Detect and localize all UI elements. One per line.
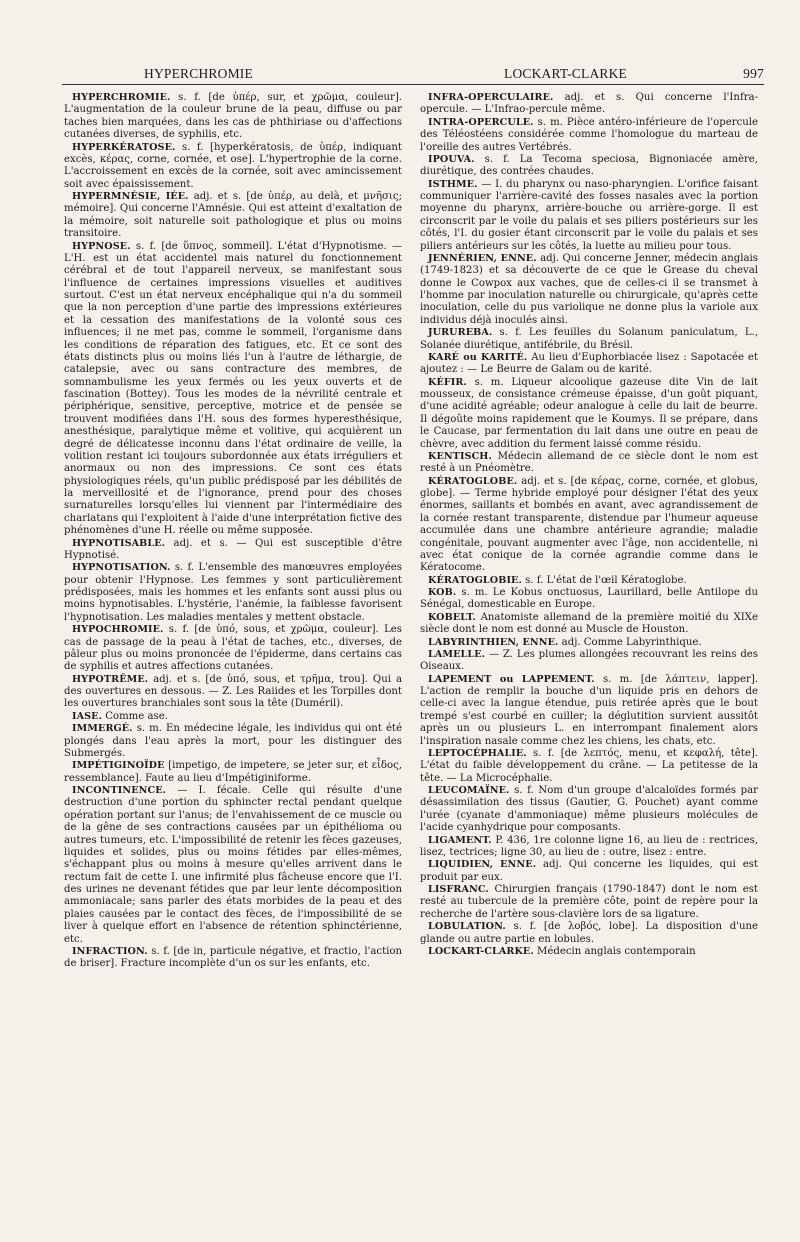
entry-definition: s. f. [de λοβός, lobe]. La disposition d'une glande ou autre partie en lobules. xyxy=(420,921,758,945)
entry-headword: INCONTINENCE. xyxy=(72,785,167,796)
dictionary-entry xyxy=(420,884,758,921)
dictionary-entry xyxy=(420,327,758,352)
entry-definition: s. f. L'ensemble des manœuvres employées pour obtenir l'Hypnose. Les femmes y sont particulièrement prédisposées, mais les hommes et les enfants sont aussi plus ou moins hypnotisables. L'hystérie, l'anémie, la faiblesse favorisent l'hypnotisation. Les maladies mentales y mettent obstacle. xyxy=(64,562,402,623)
dictionary-entry xyxy=(420,451,758,476)
entry-definition: Médecin anglais contemporain xyxy=(533,945,696,957)
header-rule xyxy=(62,84,764,85)
entry-headword: LIQUIDIEN, ENNE. xyxy=(428,859,537,871)
entry-definition: Chirurgien français (1790-1847) dont le nom est resté au tubercule de la première côte, point de repère pour la recherche de l'artère sous-clavière lors de sa ligature. xyxy=(420,884,758,920)
entry-definition: adj. et s. Qui concerne l'Infra-opercule. — L'Infrao-percule même. xyxy=(420,92,758,116)
entry-definition: s. f. [de ὑπέρ, sur, et χρῶμα, couleur]. L'augmentation de la couleur brune de la peau, diffuse ou par taches bien marquées, dans les cas de phthiriase ou d'affections cutanées diverses, de syphilis, etc. xyxy=(64,92,402,141)
entry-headword: ISTHME. xyxy=(428,178,478,190)
entry-definition: s. f. Les feuilles du Solanum paniculatum, L., Solanée diurétique, antifébrile, du Brésil. xyxy=(420,327,758,351)
dictionary-entry xyxy=(64,760,402,785)
entry-definition: P. 436, 1re colonne ligne 16, au lieu de : rectrices, lisez, tectrices; ligne 30, au lieu de : outre, lisez : entre. xyxy=(420,834,758,858)
dictionary-entry xyxy=(420,476,758,575)
entry-definition: s. f. [hyperkératosis, de ὑπέρ, indiquant excès, κέρας, corne, cornée, et ose]. L'hypertrophie de la corne. L'accroissement en excès de la cornée, soit avec amincissement soit avec épaississement. xyxy=(64,141,402,190)
dictionary-entry xyxy=(64,624,402,674)
entry-definition: Comme ase. xyxy=(102,710,168,722)
dictionary-entry xyxy=(420,575,758,587)
entry-headword: KOBELT. xyxy=(428,611,476,623)
entry-headword: HYPNOTISATION. xyxy=(72,562,171,574)
entry-headword: LISFRANC. xyxy=(428,884,489,895)
entry-headword: IMMERGÉ. xyxy=(72,723,133,735)
entry-headword: INFRA-OPERCULAIRE. xyxy=(428,92,554,103)
entry-definition: — I. du pharynx ou naso-pharyngien. L'orifice faisant communiquer l'arrière-cavité des fosses nasales avec la portion moyenne du pharynx, arrière-bouche ou arrière-gorge. Il est circonscrit par le voile du palais et ses piliers postérieurs sur les côtés, l'I. du gosier étant circonscrit par le voile du palais et ses piliers antérieurs sur les côtés, la luette au milieu pour tous. xyxy=(420,178,758,252)
entry-definition: adj. Qui concerne Jenner, médecin anglais (1749-1823) et sa découverte de ce que le Grease du cheval donne le Cowpox aux vaches, que de celles-ci il se transmet à l'homme par inoculation naturelle ou chirurgicale, qu'après cette inoculation, celle du pus variolique ne donne plus la variole aux individus déjà inoculés ainsi. xyxy=(420,252,758,326)
entry-headword: HYPERMNÉSIE, IÉE. xyxy=(72,191,189,202)
entry-definition: Médecin allemand de ce siècle dont le nom est resté à un Pnéomètre. xyxy=(420,450,758,475)
dictionary-entry xyxy=(64,92,402,142)
left-column xyxy=(64,92,402,971)
entry-headword: LEUCOMAÏNE. xyxy=(428,785,510,796)
dictionary-entry xyxy=(420,154,758,179)
dictionary-entry xyxy=(420,785,758,835)
header-last-entry: LOCKART-CLARKE xyxy=(504,66,627,81)
entry-headword: HYPNOTISABLE. xyxy=(72,537,166,549)
entry-headword: HYPERKÉRATOSE. xyxy=(72,141,176,153)
entry-definition: s. f. La Tecoma speciosa, Bignoniacée amère, diurétique, des contrées chaudes. xyxy=(420,153,758,178)
dictionary-entry xyxy=(64,711,402,723)
entry-headword: LIGAMENT. xyxy=(428,834,492,846)
entry-headword: KOB. xyxy=(428,587,457,598)
dictionary-entry xyxy=(420,612,758,637)
entry-definition: s. m. Liqueur alcoolique gazeuse dite Vin de lait mousseux, de consistance crémeuse épaisse, d'un goût piquant, d'une acidité agréable; odeur analogue à celle du lait de beurre. Il dégoûte moins rapidement que le Koumys. Il se prépare, dans le Caucase, par fermentation du lait dans une outre en peau de chèvre, avec addition du ferment laissé comme résidu. xyxy=(420,376,758,450)
entry-definition: s. f. [de ὕπνος, sommeil]. L'état d'Hypnotisme. — L'H. est un état accidentel mais naturel du fonctionnement cérébral et de tout l'appareil nerveux, se manifestant sous l'influence de certaines impressions visuelles et auditives surtout. C'est un état nerveux encéphalique qui n'a du sommeil que la non perception d'une partie des impressions extérieures et la cessation des manifestations de la volonté sous ces influences; il ne met pas, comme le sommeil, l'organisme dans les conditions de réparation des fatigues, etc. Et ce sont des états distincts plus ou moins liés l'un à l'autre de léthargie, de catalepsie, avec ou sans contracture des membres, de somnambulisme les yeux fermés ou les yeux ouverts et de fascination (Bottey). Tous les modes de la névrilité centrale et périphérique, sensitive, perceptive, motrice et de pensée se trouvent modifiées dans l'H. sous des formes hyperesthésique, anesthésique, paralytique même et volitive, qui acquièrent un degré de délicatesse inconnu dans l'état ordinaire de veille, la volition restant ici toujours subordonnée aux états irréguliers et anormaux ou non des impressions. Ce sont ces états physiologiques réels, qu'un public prédisposé par les débilités de la merveillosité et de l'ignorance, prend pour des choses surnaturelles lorsqu'elles lui viennent par l'intermédiaire des charlatans qui l'exploitent à l'aide d'une interprétation fictive des phénomènes d'une H. réelle ou même supposée. xyxy=(64,240,402,537)
dictionary-entry xyxy=(64,946,402,971)
entry-definition: s. f. [de λεπτός, menu, et κεφαλή, tête]. L'état du faible développement du crâne. — La petitesse de la tête. — La Microcéphalie. xyxy=(420,747,758,784)
entry-definition: adj. et s. [de κέρας, corne, cornée, et globus, globe]. — Terme hybride employé pour désigner l'état des yeux énormes, saillants et bombés en avant, avec agrandissement de la cornée restant transparente, distendue par l'humeur aqueuse accumulée dans une chambre antérieure agrandie; maladie congénitale, pouvant augmenter avec l'âge, non accidentelle, ni avec état conique de la cornée agrandie comme dans le Kératocome. xyxy=(420,475,758,574)
dictionary-entry xyxy=(420,859,758,884)
dictionary-entry xyxy=(420,117,758,154)
entry-headword: KÉRATOGLOBIE. xyxy=(428,574,522,586)
entry-headword: LEPTOCÉPHALIE. xyxy=(428,747,527,759)
dictionary-entry xyxy=(420,253,758,327)
entry-headword: LAMELLE. xyxy=(428,648,486,660)
dictionary-entry xyxy=(420,352,758,377)
entry-headword: LABYRINTHIEN, ENNE. xyxy=(428,636,559,648)
entry-definition: adj. Comme Labyrinthique. xyxy=(558,636,702,648)
dictionary-entry xyxy=(420,179,758,253)
header-first-entry: HYPERCHROMIE xyxy=(144,66,253,81)
entry-headword: LOBULATION. xyxy=(428,921,506,933)
entry-headword: JENNÉRIEN, ENNE. xyxy=(428,252,537,264)
entry-definition: — Z. Les plumes allongées recouvrant les reins des Oiseaux. xyxy=(420,648,758,673)
entry-headword: HYPNOSE. xyxy=(72,240,131,252)
dictionary-entry xyxy=(420,92,758,117)
entry-definition: s. m. Pièce antéro-inférieure de l'opercule des Téléostéens considérée comme l'homologue du marteau de l'oreille des autres Vertébrés. xyxy=(420,116,758,153)
right-column xyxy=(420,92,758,958)
entry-definition: s. f. [de ὑπό, sous, et χρῶμα, couleur]. Les cas de passage de la peau à l'état de taches, etc., diverses, de pâleur plus ou moins prononcée de l'épiderme, dans certains cas de syphilis et autres affections cutanées. xyxy=(64,624,402,673)
dictionary-entry xyxy=(64,241,402,538)
dictionary-entry xyxy=(64,785,402,946)
entry-headword: KÉRATOGLOBE. xyxy=(428,475,518,487)
entry-definition: [impetigo, de impetere, se jeter sur, et εἶδος, ressemblance]. Faute au lieu d'Impétiginiforme. xyxy=(64,760,402,784)
dictionary-entry xyxy=(64,538,402,563)
dictionary-entry xyxy=(64,562,402,624)
entry-definition: s. m. [de λάπτειν, lapper]. L'action de remplir la bouche d'un liquide pris en dehors de celle-ci avec la langue étendue, puis retirée après que le bout trempé s'est courbé en cuiller; la déglutition survient aussitôt après un ou plusieurs L. en interrompant finalement alors l'inspiration nasale comme chez les chiens, les chats, etc. xyxy=(420,673,758,747)
running-header xyxy=(62,66,764,84)
entry-headword: INTRA-OPERCULE. xyxy=(428,116,534,128)
entry-definition: s. m. Le Kobus onctuosus, Laurillard, belle Antilope du Sénégal, domesticable en Europe. xyxy=(420,587,758,611)
dictionary-entry xyxy=(64,191,402,241)
entry-headword: HYPOTRÊME. xyxy=(72,673,149,685)
entry-definition: adj. Qui concerne les liquides, qui est produit par eux. xyxy=(420,859,758,883)
page-number: 997 xyxy=(743,66,764,81)
entry-definition: adj. et s. — Qui est susceptible d'être Hypnotisé. xyxy=(64,537,402,561)
entry-headword: IMPÉTIGINOÏDE xyxy=(72,760,165,772)
entry-headword: KARÉ ou KARITÉ. xyxy=(428,351,528,363)
entry-definition: s. f. [de in, particule négative, et fractio, l'action de briser]. Fracture incomplète d'un os sur les enfants, etc. xyxy=(64,945,402,970)
dictionary-entry xyxy=(420,835,758,860)
entry-headword: LAPEMENT ou LAPPEMENT. xyxy=(428,673,595,685)
dictionary-entry xyxy=(64,142,402,192)
entry-headword: JURUREBA. xyxy=(428,327,493,339)
entry-headword: HYPOCHROMIE. xyxy=(72,624,164,636)
entry-headword: KENTISCH. xyxy=(428,450,492,462)
dictionary-entry xyxy=(64,674,402,711)
entry-definition: s. f. L'état de l'œil Kératoglobe. xyxy=(521,574,687,586)
dictionary-entry xyxy=(420,674,758,748)
entry-definition: Anatomiste allemand de la première moitié du XIXe siècle dont le nom est donné au Muscle de Houston. xyxy=(420,611,758,636)
entry-headword: KÉFIR. xyxy=(428,376,467,388)
entry-headword: IPOUVA. xyxy=(428,153,475,165)
entry-definition: s. m. En médecine légale, les individus qui ont été plongés dans l'eau après la mort, pour les distinguer des Submergés. xyxy=(64,723,402,759)
dictionary-entry xyxy=(420,921,758,946)
entry-headword: IASE. xyxy=(72,710,103,722)
dictionary-entry xyxy=(420,649,758,674)
entry-definition: adj. et s. [de ὑπέρ, au delà, et μνῆσις; mémoire]. Qui concerne l'Amnésie. Qui est atteint d'exaltation de la mémoire, soit naturelle soit pathologique et plus ou moins transitoire. xyxy=(64,191,402,240)
dictionary-entry xyxy=(420,377,758,451)
entry-headword: INFRACTION. xyxy=(72,945,148,957)
entry-headword: HYPERCHROMIE. xyxy=(72,92,171,103)
dictionary-entry xyxy=(420,946,758,958)
entry-headword: LOCKART-CLARKE. xyxy=(428,945,534,957)
entry-definition: Au lieu d'Euphorbiacée lisez : Sapotacée et ajoutez : — Le Beurre de Galam ou de karité. xyxy=(420,351,758,376)
dictionary-entry xyxy=(420,637,758,649)
entry-definition: adj. et s. [de ὑπό, sous, et τρῆμα, trou]. Qui a des ouvertures en dessous. — Z. Les Raiides et les Torpilles dont les ouvertures branchiales sont sous la tête (Duméril). xyxy=(64,673,402,710)
dictionary-entry xyxy=(420,748,758,785)
entry-definition: s. f. Nom d'un groupe d'alcaloïdes formés par désassimilation des tissus (Gautier, G. Pouchet) ayant comme l'urée (cyanate d'ammoniaque) même plusieurs molécules de l'acide cyanhydrique pour composants. xyxy=(420,785,758,834)
dictionary-entry xyxy=(64,723,402,760)
dictionary-entry xyxy=(420,587,758,612)
entry-definition: — I. fécale. Celle qui résulte d'une destruction d'une portion du sphincter rectal pendant quelque opération portant sur l'anus; de l'envahissement de ce muscle ou de la gêne de ses contractions causées par un épithélioma ou autres tumeurs, etc. L'impossibilité de retenir les fèces gazeuses, liquides et solides, plus ou moins fétides par elles-mêmes, s'échappant plus ou moins à mesure qu'elles arrivent dans le rectum fait de cette I. une infirmité plus fâcheuse encore que l'I. des urines ne devenant fétides que par leur lente décomposition ammoniacale; sans parler des états morbides de la peau et des plaies causées par le contact des fèces, de l'impossibilité de se liver à quelque effort en l'absence de rétention sphinctérienne, etc. xyxy=(64,785,402,945)
